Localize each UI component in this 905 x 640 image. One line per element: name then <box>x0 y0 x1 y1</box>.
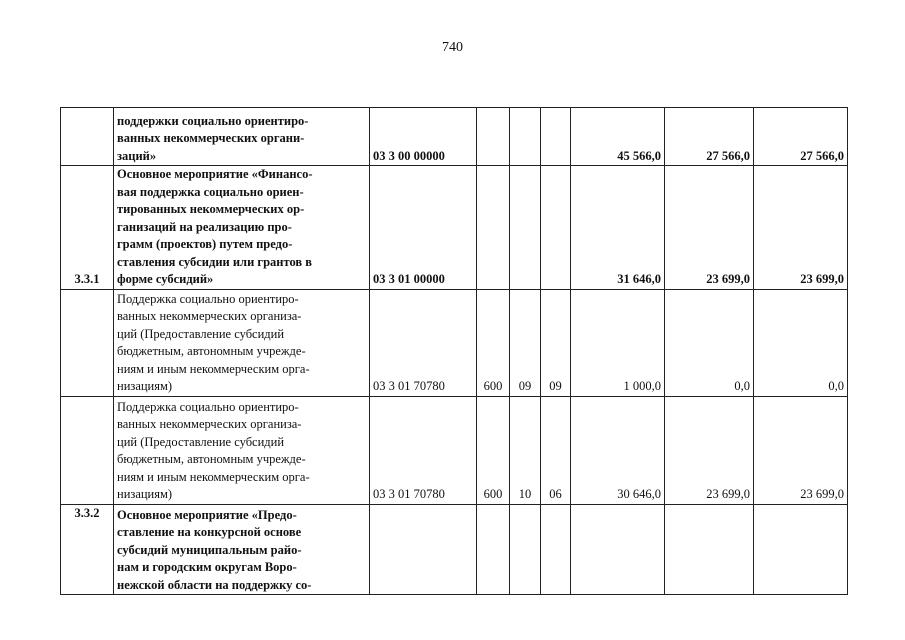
row-number: 3.3.1 <box>61 166 114 290</box>
program-code: 03 3 01 00000 <box>370 166 477 290</box>
section: 09 <box>510 289 541 396</box>
program-code: 03 3 01 70780 <box>370 396 477 504</box>
budget-table <box>60 107 848 595</box>
table-row <box>61 504 848 595</box>
expense-type <box>477 504 510 595</box>
amount-3: 27 566,0 <box>754 108 848 166</box>
subsection <box>541 108 571 166</box>
amount-2: 23 699,0 <box>665 396 754 504</box>
amount-3: 23 699,0 <box>754 396 848 504</box>
table-row <box>61 166 848 290</box>
program-code <box>370 504 477 595</box>
expense-type: 600 <box>477 396 510 504</box>
program-code: 03 3 01 70780 <box>370 289 477 396</box>
row-number <box>61 289 114 396</box>
section <box>510 108 541 166</box>
table-row <box>61 396 848 504</box>
row-name: Основное мероприятие «Предо- ставление на конкурсной основе субсидий муниципальным райо- нам и городским округам Воро- нежской области на поддержку со- <box>114 504 370 595</box>
section: 10 <box>510 396 541 504</box>
amount-1: 1 000,0 <box>571 289 665 396</box>
page-number: 740 <box>442 40 463 55</box>
amount-1 <box>571 504 665 595</box>
row-number <box>61 108 114 166</box>
amount-1: 31 646,0 <box>571 166 665 290</box>
subsection <box>541 504 571 595</box>
expense-type: 600 <box>477 289 510 396</box>
row-name: Основное мероприятие «Финансо- вая поддержка социально ориен- тированных некоммерческих ор- ганизаций на реализацию про- грамм (проектов) путем предо- ставления субсидии или грантов в форме субсидий» <box>114 166 370 290</box>
amount-2: 0,0 <box>665 289 754 396</box>
amount-2 <box>665 504 754 595</box>
section <box>510 166 541 290</box>
expense-type <box>477 108 510 166</box>
subsection <box>541 166 571 290</box>
table-row <box>61 108 848 166</box>
section <box>510 504 541 595</box>
row-name: Поддержка социально ориентиро- ванных некоммерческих организа- ций (Предоставление субсидий бюджетным, автономным учрежде- ниям и иным некоммерческим орга- низациям) <box>114 289 370 396</box>
subsection: 06 <box>541 396 571 504</box>
amount-3 <box>754 504 848 595</box>
amount-2: 23 699,0 <box>665 166 754 290</box>
program-code: 03 3 00 00000 <box>370 108 477 166</box>
subsection: 09 <box>541 289 571 396</box>
row-number: 3.3.2 <box>61 504 114 595</box>
row-name: поддержки социально ориентиро- ванных некоммерческих органи- заций» <box>114 108 370 166</box>
amount-1: 45 566,0 <box>571 108 665 166</box>
amount-3: 0,0 <box>754 289 848 396</box>
table-row <box>61 289 848 396</box>
amount-3: 23 699,0 <box>754 166 848 290</box>
row-number <box>61 396 114 504</box>
amount-1: 30 646,0 <box>571 396 665 504</box>
row-name: Поддержка социально ориентиро- ванных некоммерческих организа- ций (Предоставление субсидий бюджетным, автономным учрежде- ниям и иным некоммерческим орга- низациям) <box>114 396 370 504</box>
amount-2: 27 566,0 <box>665 108 754 166</box>
expense-type <box>477 166 510 290</box>
